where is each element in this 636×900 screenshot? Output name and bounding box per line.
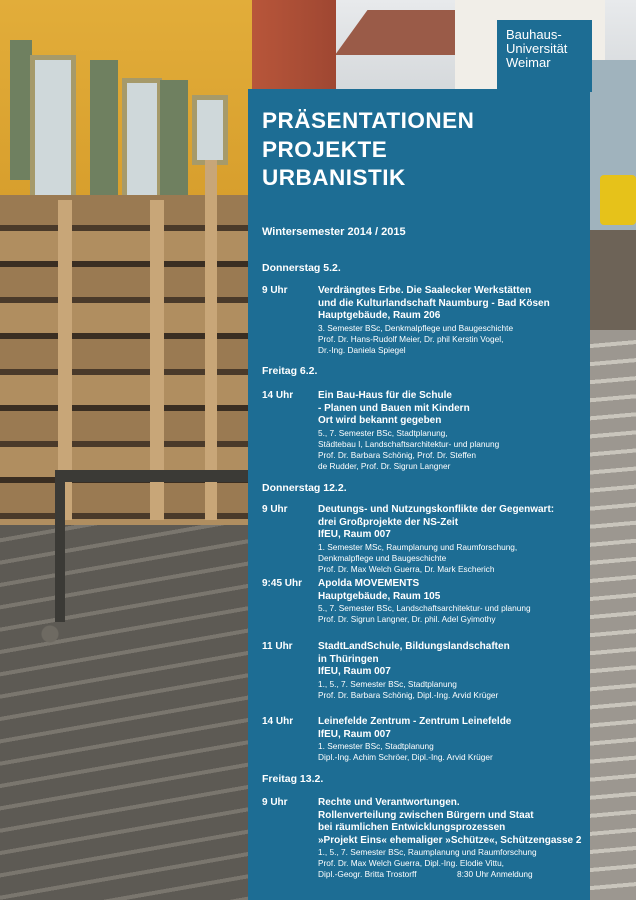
event-title: Rechte und Verantwortungen. <box>318 797 460 808</box>
event-title: - Planen und Bauen mit Kindern <box>318 402 470 414</box>
event-detail: Dipl.-Ing. Achim Schröer, Dipl.-Ing. Arvid Krüger <box>318 752 493 762</box>
event-detail: Dr.-Ing. Daniela Spiegel <box>318 344 406 355</box>
university-logo <box>497 20 592 92</box>
event-detail: Prof. Dr. Barbara Schönig, Prof. Dr. Steffen <box>318 449 477 460</box>
event-detail: Prof. Dr. Hans-Rudolf Meier, Dr. phil Kerstin Vogel, <box>318 333 504 344</box>
event-title: bei räumlichen Entwicklungsprozessen <box>318 822 506 833</box>
event-detail: 1. Semester MSc, Raumplanung und Raumforschung, <box>318 541 518 552</box>
event-note: 8:30 Uhr Anmeldung <box>457 869 533 879</box>
shutter <box>10 40 32 180</box>
window <box>192 95 228 165</box>
day-heading: Donnerstag 12.2. <box>262 482 347 494</box>
event-detail: Prof. Dr. Max Welch Guerra, Dipl.-Ing. Elodie Vittu, <box>318 858 504 868</box>
event-title: Apolda MOVEMENTS <box>318 578 420 589</box>
event-detail: Dipl.-Geogr. Britta Trostorff <box>318 869 417 879</box>
event-detail: 1., 5., 7. Semester BSc, Raumplanung und Raumforschung <box>318 847 537 857</box>
window <box>30 55 76 200</box>
title-line: URBANISTIK <box>262 165 406 190</box>
logo-line: Weimar <box>506 55 551 70</box>
page-title <box>262 107 474 193</box>
semester-label: Wintersemester 2014 / 2015 <box>262 226 406 238</box>
event-detail: Prof. Dr. Barbara Schönig, Dipl.-Ing. Arvid Krüger <box>318 689 499 700</box>
event-title: Leinefelde Zentrum - Zentrum Leinefelde <box>318 716 512 727</box>
event-title: und die Kulturlandschaft Naumburg - Bad Kösen <box>318 297 550 309</box>
event-detail: 3. Semester BSc, Denkmalpflege und Baugeschichte <box>318 322 514 333</box>
shutter <box>160 80 188 200</box>
crate-post <box>205 160 217 520</box>
event-detail: 1., 5., 7. Semester BSc, Stadtplanung <box>318 678 457 689</box>
day-heading: Freitag 13.2. <box>262 773 324 785</box>
day-heading: Freitag 6.2. <box>262 365 318 377</box>
event-time: 11 Uhr <box>262 641 293 652</box>
event-time: 14 Uhr <box>262 716 294 727</box>
event-location: IfEU, Raum 007 <box>318 728 391 740</box>
event-time: 9 Uhr <box>262 504 288 515</box>
event-location: Hauptgebäude, Raum 105 <box>318 590 441 602</box>
title-line: PROJEKTE <box>262 136 388 162</box>
event-location: »Projekt Eins« ehemaliger »Schütze«, Schützengasse 2 <box>318 834 582 846</box>
event-detail: Städtebau I, Landschaftsarchitektur- und planung <box>318 438 500 449</box>
event-time: 9:45 Uhr <box>262 578 303 589</box>
title-line: PRÄSENTATIONEN <box>262 108 475 133</box>
event-time: 14 Uhr <box>262 390 294 401</box>
event-title: StadtLandSchule, Bildungslandschaften <box>318 641 510 652</box>
ground <box>590 230 636 340</box>
event-title: Deutungs- und Nutzungskonflikte der Gegenwart: <box>318 504 555 515</box>
event-location: Ort wird bekannt gegeben <box>318 415 442 426</box>
event-detail: Denkmalpflege und Baugeschichte <box>318 552 447 563</box>
event-location: IfEU, Raum 007 <box>318 666 391 677</box>
cobblestone-street-right <box>590 330 636 900</box>
construction-machine <box>600 175 636 225</box>
window <box>122 78 162 208</box>
event-title: drei Großprojekte der NS-Zeit <box>318 516 459 528</box>
event-detail: 1. Semester BSc, Stadtplanung <box>318 741 434 751</box>
cart <box>55 470 260 622</box>
event-detail: de Rudder, Prof. Dr. Sigrun Langner <box>318 460 451 471</box>
event-detail: Prof. Dr. Max Welch Guerra, Dr. Mark Escherich <box>318 563 495 574</box>
day-heading: Donnerstag 5.2. <box>262 262 341 274</box>
event-detail: 5., 7. Semester BSc, Stadtplanung, <box>318 427 448 438</box>
logo-line: Bauhaus- <box>506 27 562 42</box>
event-detail: 5., 7. Semester BSc, Landschaftsarchitektur- und planung <box>318 603 531 613</box>
event-title: Ein Bau-Haus für die Schule <box>318 390 452 401</box>
program-panel <box>248 89 590 900</box>
event-title: in Thüringen <box>318 653 379 665</box>
event-detail-row <box>318 869 588 880</box>
event-time: 9 Uhr <box>262 797 288 808</box>
event-location: IfEU, Raum 007 <box>318 529 391 540</box>
event-time: 9 Uhr <box>262 285 288 296</box>
event-title: Rollenverteilung zwischen Bürgern und Staat <box>318 809 534 821</box>
event-detail: Prof. Dr. Sigrun Langner, Dr. phil. Adel Gyimothy <box>318 614 496 624</box>
shutter <box>90 60 118 200</box>
event-title: Verdrängtes Erbe. Die Saalecker Werkstätten <box>318 285 532 296</box>
logo-line: Universität <box>506 41 568 56</box>
event-location: Hauptgebäude, Raum 206 <box>318 310 441 321</box>
